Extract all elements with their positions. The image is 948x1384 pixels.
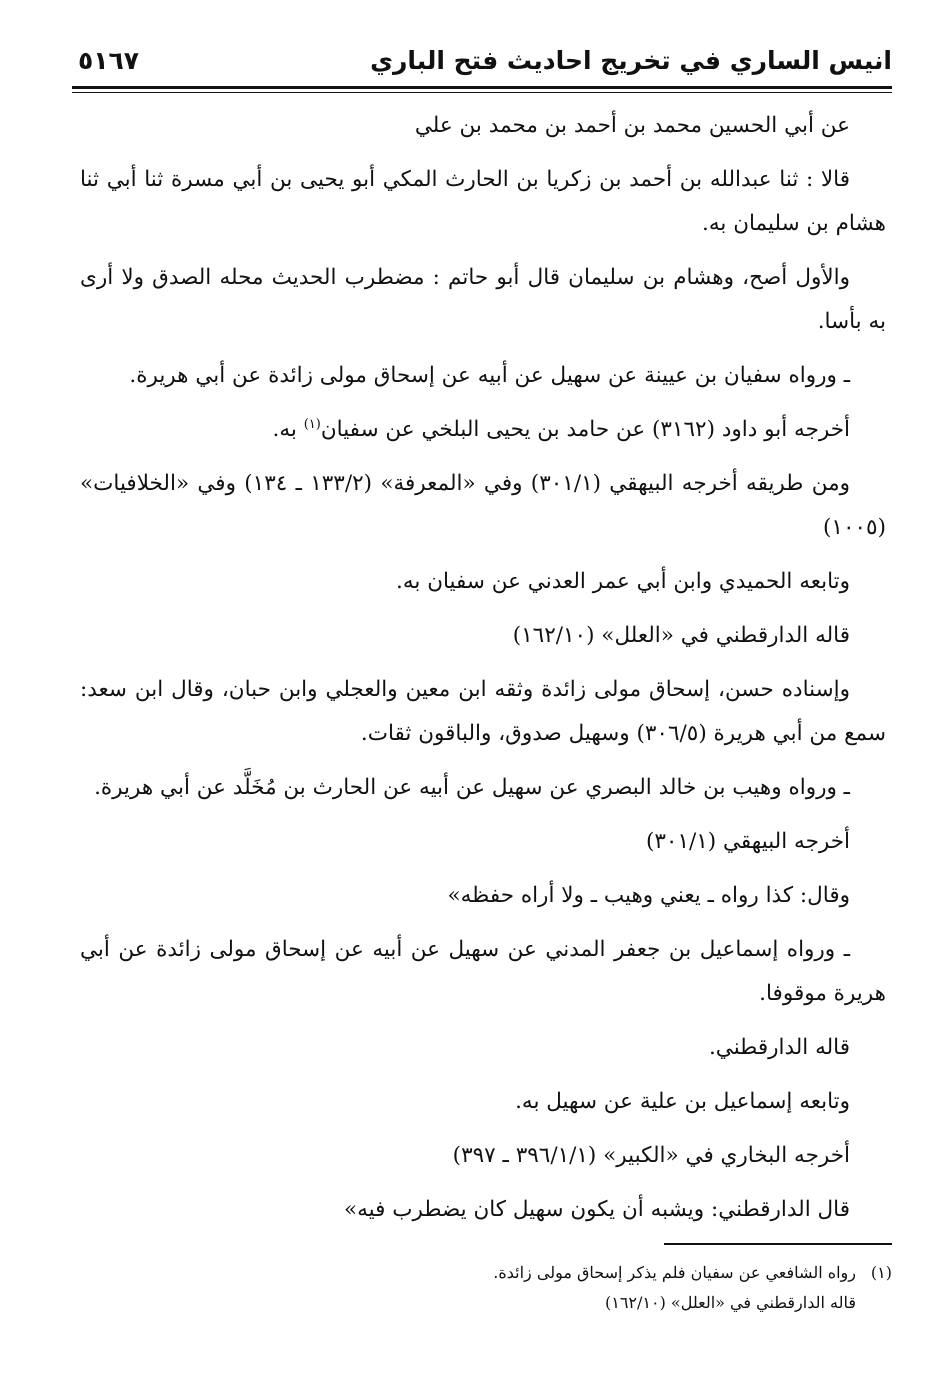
paragraph: أخرجه البيهقي (٣٠١/١) [645, 829, 850, 854]
footnote-text: رواه الشافعي عن سفيان فلم يذكر إسحاق مولى زائدة. [493, 1263, 856, 1282]
paragraph-suffix: به. [272, 417, 304, 442]
footnote-number: (١) [870, 1263, 892, 1282]
paragraph: عن أبي الحسين محمد بن أحمد بن محمد بن علي [414, 113, 850, 138]
paragraph: ـ ورواه إسماعيل بن جعفر المدني عن سهيل عن أبيه عن إسحاق مولى زائدة عن أبي هريرة موقوفا. [80, 937, 886, 1006]
header-rule [72, 86, 892, 89]
footnotes [80, 1258, 892, 1318]
footnote [80, 1258, 892, 1288]
paragraph: قاله الدارقطني. [708, 1035, 850, 1060]
paragraph: أخرجه البخاري في «الكبير» (٣٩٦/١/١ ـ ٣٩٧) [452, 1143, 850, 1168]
paragraph: ـ ورواه سفيان بن عيينة عن سهيل عن أبيه عن إسحاق مولى زائدة عن أبي هريرة. [129, 363, 850, 388]
paragraph: قاله الدارقطني في «العلل» (١٦٢/١٠) [512, 623, 850, 648]
paragraph-with-footnote [80, 408, 886, 452]
paragraph: وقال: كذا رواه ـ يعني وهيب ـ ولا أراه حفظه» [447, 883, 850, 908]
book-title: انيس الساري في تخريج احاديث فتح الباري [370, 46, 892, 75]
paragraph: وإسناده حسن، إسحاق مولى زائدة وثقه ابن معين والعجلي وابن حبان، وقال ابن سعد: سمع من أبي هريرة (٣٠٦/٥) وسهيل صدوق، والباقون ثقات. [80, 677, 886, 746]
paragraph: ـ ورواه وهيب بن خالد البصري عن سهيل عن أبيه عن الحارث بن مُخَلَّد عن أبي هريرة. [94, 775, 850, 800]
footnote-separator [664, 1243, 892, 1245]
paragraph: والأول أصح، وهشام بن سليمان قال أبو حاتم : مضطرب الحديث محله الصدق ولا أرى به بأسا. [80, 265, 886, 334]
main-text [80, 104, 886, 1232]
paragraph: قالا : ثنا عبدالله بن أحمد بن زكريا بن الحارث المكي أبو يحيى بن أبي مسرة ثنا أبي ثنا هشام بن سليمان به. [80, 167, 886, 236]
footnote-marker: (١) [303, 416, 321, 432]
paragraph: ومن طريقه أخرجه البيهقي (٣٠١/١) وفي «المعرفة» (١٣٣/٢ ـ ١٣٤) وفي «الخلافيات» (١٠٠٥) [80, 471, 886, 540]
running-header [72, 40, 892, 84]
page-number: ٥١٦٧ [78, 46, 140, 75]
header-rule-thin [72, 92, 892, 93]
paragraph: قال الدارقطني: ويشبه أن يكون سهيل كان يضطرب فيه» [343, 1197, 850, 1222]
paragraph: وتابعه الحميدي وابن أبي عمر العدني عن سفيان به. [396, 569, 850, 594]
footnote-continuation: قاله الدارقطني في «العلل» (١٦٢/١٠) [604, 1293, 856, 1312]
paragraph-text: أخرجه أبو داود (٣١٦٢) عن حامد بن يحيى البلخي عن سفيان [320, 417, 850, 442]
paragraph: وتابعه إسماعيل بن علية عن سهيل به. [515, 1089, 850, 1114]
